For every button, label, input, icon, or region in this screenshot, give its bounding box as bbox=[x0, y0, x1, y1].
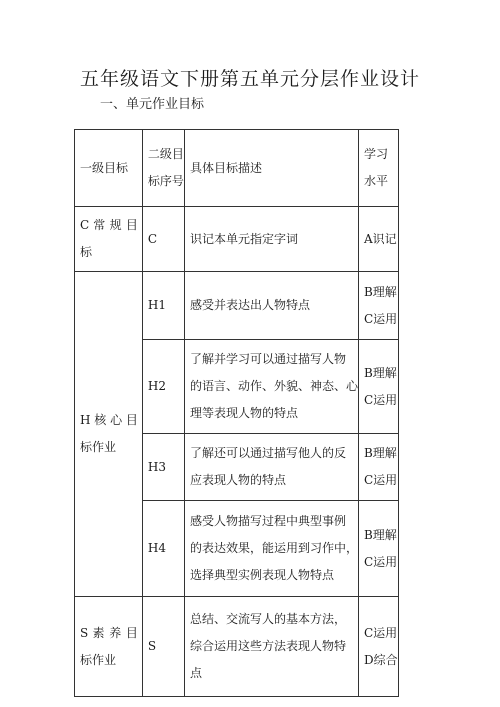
group-s: S 素 养 目 标作业 bbox=[75, 597, 143, 697]
objectives-table bbox=[74, 129, 399, 697]
row-code: H4 bbox=[142, 501, 184, 597]
header-level: 学习水平 bbox=[358, 130, 398, 207]
row-level: B理解 C运用 bbox=[358, 340, 398, 434]
header-level1: 一级目标 bbox=[75, 130, 143, 207]
section-heading: 一、单元作业目标 bbox=[100, 97, 205, 112]
row-code: C bbox=[142, 207, 184, 272]
row-level: B理解 C运用 bbox=[358, 272, 398, 340]
header-description: 具体目标描述 bbox=[184, 130, 358, 207]
document-title: 五年级语文下册第五单元分层作业设计 bbox=[79, 68, 420, 90]
table-row bbox=[75, 207, 399, 272]
row-code: H2 bbox=[142, 340, 184, 434]
row-level: A识记 bbox=[358, 207, 398, 272]
row-description: 感受人物描写过程中典型事例 的表达效果，能运用到习作中， 选择典型实例表现人物特点 bbox=[184, 501, 358, 597]
group-h: H 核 心 目 标作业 bbox=[75, 272, 143, 597]
group-c: C 常 规 目 标 bbox=[75, 207, 143, 272]
row-level: B理解 C运用 bbox=[358, 434, 398, 501]
row-level: C运用 D综合 bbox=[358, 597, 398, 697]
row-level: B理解 C运用 bbox=[358, 501, 398, 597]
table-row bbox=[75, 597, 399, 697]
row-code: H3 bbox=[142, 434, 184, 501]
table-header-row bbox=[75, 130, 399, 207]
row-code: S bbox=[142, 597, 184, 697]
header-level2: 二级目 标序号 bbox=[142, 130, 184, 207]
row-description: 了解还可以通过描写他人的反 应表现人物的特点 bbox=[184, 434, 358, 501]
row-description: 总结、交流写人的基本方法， 综合运用这些方法表现人物特 点 bbox=[184, 597, 358, 697]
row-code: H1 bbox=[142, 272, 184, 340]
row-description: 识记本单元指定字词 bbox=[184, 207, 358, 272]
table-row bbox=[75, 272, 399, 340]
row-description: 了解并学习可以通过描写人物 的语言、动作、外貌、神态、心 理等表现人物的特点 bbox=[184, 340, 358, 434]
row-description: 感受并表达出人物特点 bbox=[184, 272, 358, 340]
